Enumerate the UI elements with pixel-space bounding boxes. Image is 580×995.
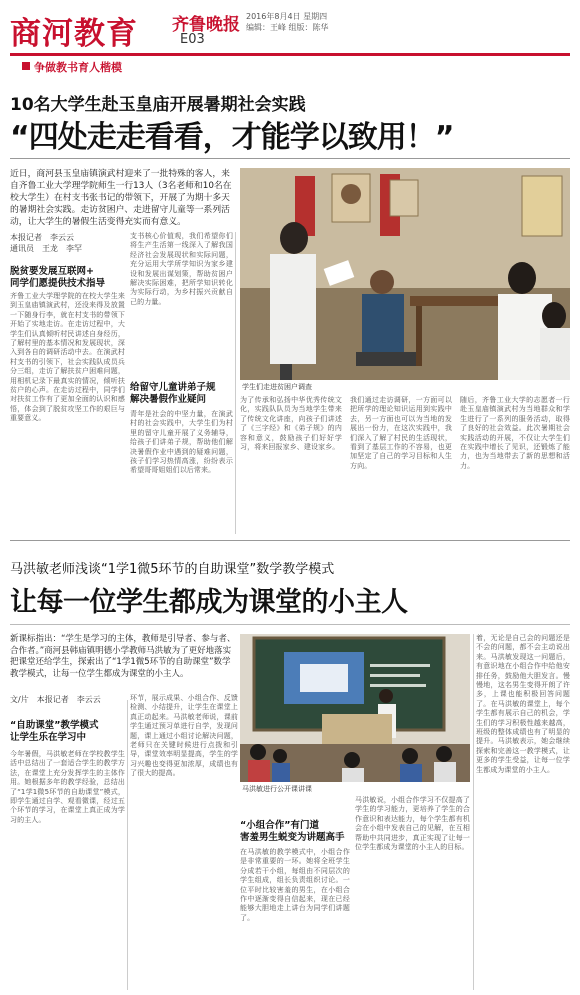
column-bar [10, 57, 570, 74]
article2-column-2: 环节，展示成果、小组合作、反馈检测、小结提升，让学生在课堂上真正动起来。马洪敏老师说，课前学生通过预习单进行自学，发现问题，课上通过小组讨论解决问题，老师只在关键时候进行点拨和引导，课堂效率明显提高，学生的学习兴趣也变得更加浓厚，成绩也有了很大的提高。 [130, 694, 238, 778]
article2-lead: 新课标指出：“学生是学习的主体，教师是引导者、参与者、合作者。”商河县韩庙镇明德小学教师马洪敏为了更好地落实把课堂还给学生，探索出了“1学1微5环节的自助课堂”数学教学模式，让每一位学生都成为课堂的小主人。 [10, 634, 236, 679]
article2-kicker: 马洪敏老师浅谈“1学1微5环节的自助课堂”数学教学模式 [10, 562, 335, 577]
article1-rule [10, 158, 570, 159]
article2-photo [240, 634, 470, 782]
article1-photo-caption: 学生们走进贫困户调查 [242, 383, 312, 391]
article2-top-rule [10, 540, 570, 541]
village-visit-illustration [240, 168, 570, 380]
editor-credit: 编辑：王峰 组版：陈华 [246, 23, 329, 32]
article1-column-5: 随后，齐鲁工业大学的志愿者一行赴玉皇庙镇演武村为当地群众和学生进行了一系列的服务活动，取得了良好的社会效益。此次暑期社会实践活动的开展，不仅让大学生们在实践中增长了见识，还锻炼了能力，也为当地带去了新的思想和活力。 [460, 396, 570, 470]
newspaper-logo: 齐鲁晚报 [172, 15, 240, 35]
article2-photo-caption: 马洪敏进行公开课讲课 [242, 785, 312, 793]
column-square-icon [22, 62, 30, 70]
column-divider [473, 634, 474, 990]
article2-column-4: 马洪敏说，小组合作学习不仅提高了学生的学习能力，更培养了学生的合作意识和表达能力，每个学生都有机会在小组中发表自己的见解，在互相帮助中共同进步，真正实现了让每一位学生都成为课堂的小主人的目标。 [355, 796, 470, 852]
article2-column-1: 今年暑假，马洪敏老师在学校教学生活中总结出了一套适合学生的教学方法，在课堂上充分发挥学生的主体作用。她根据多年的教学经验，总结出了“1学1微5环节的自助课堂”模式，即学生通过自学、观看微课，经过五个环节的学习，在课堂上真正成为学习的主人。 [10, 750, 125, 824]
header-rule [10, 53, 570, 56]
article1-byline: 本报记者 李云云 通讯员 王龙 李罕 [10, 233, 82, 253]
article2-subhead-2: “小组合作”有门道 害羞男生蜕变为讲题高手 [240, 820, 345, 843]
article2-subhead-1: “自助课堂”教学模式 让学生乐在学习中 [10, 720, 99, 743]
article2-byline: 文/片 本报记者 李云云 [10, 695, 101, 704]
issue-date: 2016年8月4日 星期四 [246, 12, 328, 21]
article2-column-5: 着，无论是自己会的问题还是不会的问题，都不会主动说出来。马洪敏发现这一问题后，有意识地在小组合作中给他安排任务，鼓励他大胆发言。慢慢地，这名男生变得开朗了许多，上课也能积极回答问题了。在马洪敏的课堂上，每个学生都有展示自己的机会，学生们的学习积极性越来越高，班级的整体成绩也有了明显的提升。马洪敏表示，她会继续探索和完善这一教学模式，让更多的学生受益，让每一位学生都成为课堂的小主人。 [476, 634, 570, 774]
article1-headline: “四处走走看看，才能学以致用！” [10, 120, 454, 155]
page-number: E03 [180, 32, 205, 47]
article1-subhead-2: 给留守儿童讲弟子规 解决暑假作业疑问 [130, 382, 216, 405]
column-label: 争做教书育人楷模 [34, 61, 122, 74]
article2-headline: 让每一位学生都成为课堂的小主人 [10, 587, 408, 618]
article1-column-1: 齐鲁工业大学理学院的在校大学生来到玉皇庙镇演武村，还没来得及放置一下随身行李，就在村支书的带领下开始了实地走访。在走访过程中，大学生们认真倾听村民讲述自身经历，了解村里的基本情况和发展现状，深入到各自的调研活动中去。在演武村村支书的引领下，社会实践队成员兵分三组，走访了解扶贫户困难问题，用相机记录下最真实的情况，倾听扶贫户的心声。在走访过程中，同学们对扶贫工作有了更加全面的认识和感悟，体会到了脱贫攻坚工作的艰巨与重要意义。 [10, 292, 125, 423]
column-divider [127, 700, 128, 990]
article1-column-2b: 青年是社会的中坚力量，在演武村的社会实践中，大学生们为村里的留守儿童开展了义务辅导，给孩子们讲弟子规，帮助他们解决暑假作业中遇到的疑难问题，孩子们学习热情高涨，纷纷表示希望哥哥姐姐们以后常来。 [130, 410, 233, 475]
article2-column-3: 在马洪敏的教学模式中，小组合作是非常重要的一环。她将全班学生分成若干小组，每组由不同层次的学生组成，组长负责组织讨论。一位平时比较害羞的男生，在小组合作中逐渐变得自信起来，现在已经能够大胆地走上讲台为同学们讲题了。 [240, 848, 350, 922]
masthead-title: 商河教育 [10, 16, 138, 52]
classroom-illustration [240, 634, 470, 782]
article1-photo [240, 168, 570, 380]
article1-lead: 近日，商河县玉皇庙镇演武村迎来了一批特殊的客人，来自齐鲁工业大学理学院师生一行13人（3名老师和10名在校大学生）在村支书张书记的带领下，开展了为期十多天的暑期社会实践。走访贫困户、走进留守儿童等一系列活动，让大学生的暑假生活变得充实而有意义。 [10, 169, 232, 227]
article1-column-2: 支书核心价值观，我们希望你们将生产生活第一线深入了解我国经济社会发展现状和实际问题，充分运用大学所学知识为家乡建设和发展出谋划策，帮助贫困户解决实际困难，把所学知识转化为实际行动，为乡村振兴贡献自己的力量。 [130, 232, 233, 306]
article1-subhead-1: 脱贫要发展互联网+ 同学们愿提供技术指导 [10, 266, 106, 289]
article2-rule [10, 624, 570, 625]
article1-column-4: 我们通过走访调研，一方面可以把所学的理论知识运用到实践中去，另一方面也可以为当地的发展出一份力，在这次实践中，我们深入了解了村民的生活现状，看到了基层工作的不容易，也更加坚定了自己的学习目标和人生方向。 [350, 396, 452, 470]
article1-column-3: 为了传承和弘扬中华优秀传统文化，实践队队员为当地学生带来了传统文化讲座，向孩子们讲述了《三字经》和《弟子规》的内容和意义，鼓励孩子们好好学习，将来回报家乡、建设家乡。 [240, 396, 342, 452]
article1-kicker: 10名大学生赴玉皇庙开展暑期社会实践 [10, 95, 306, 115]
column-divider [235, 232, 236, 534]
